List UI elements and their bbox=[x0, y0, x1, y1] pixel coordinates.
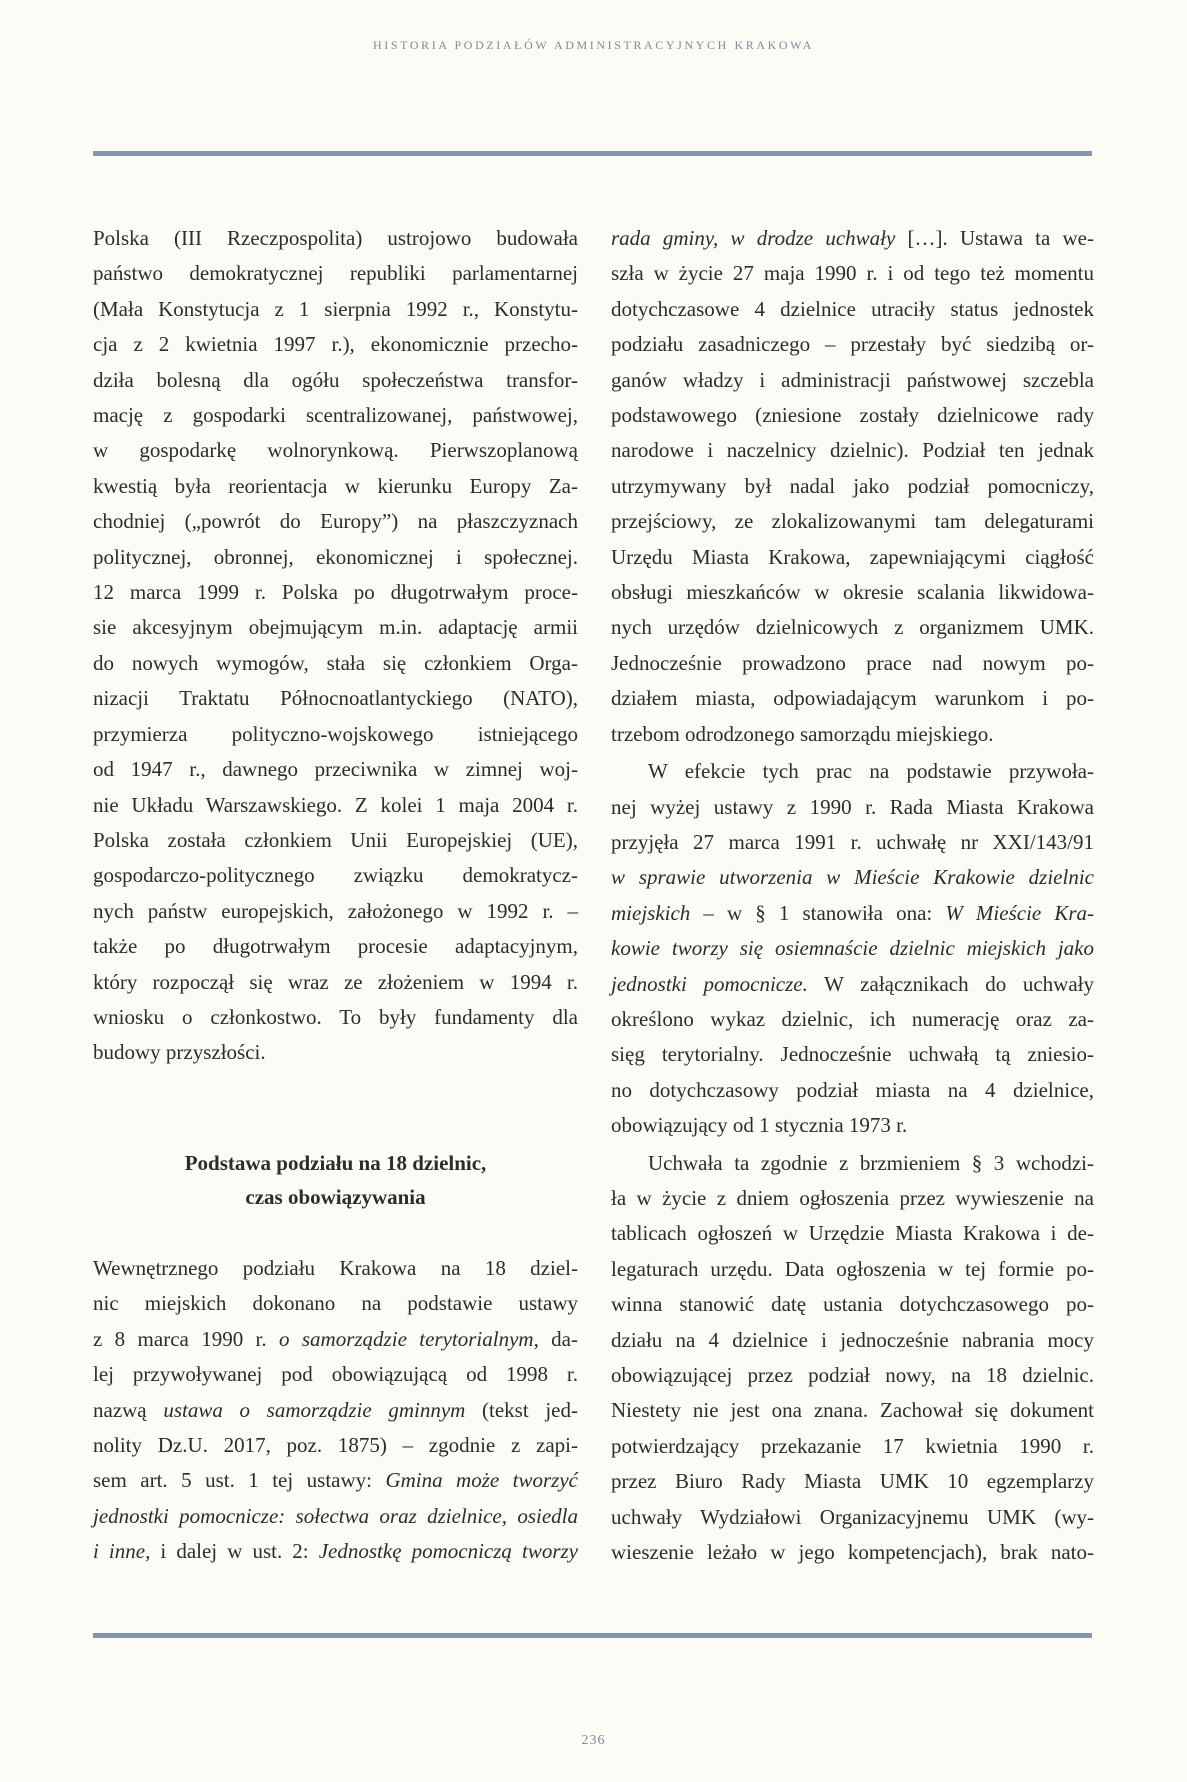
text-line: od 1947 r., dawnego przeciwnika w zimnej woj- bbox=[93, 757, 578, 782]
text-line: narodowe i naczelnicy dzielnic). Podział ten jednak bbox=[611, 438, 1094, 463]
text-line: Jednocześnie prowadzono prace nad nowym po- bbox=[611, 650, 1094, 675]
text-line: określono wykaz dzielnic, ich numerację oraz za- bbox=[611, 1006, 1094, 1031]
text-line: kwestią była reorientacja w kierunku Europy Za- bbox=[93, 473, 578, 498]
text-line: Polska (III Rzeczpospolita) ustrojowo budowała bbox=[93, 226, 578, 250]
text-line: nie Układu Warszawskiego. Z kolei 1 maja 2004 r. bbox=[93, 792, 578, 817]
text-line: nych państw europejskich, założonego w 1992 r. – bbox=[93, 898, 578, 923]
text-line bbox=[611, 896, 1094, 931]
text-span: z 8 marca 1990 r. bbox=[93, 1326, 280, 1351]
italic-text: Gmina może tworzyć bbox=[385, 1468, 578, 1493]
text-line bbox=[93, 1534, 578, 1569]
page-number: 236 bbox=[581, 1733, 606, 1748]
running-head: HISTORIA PODZIAŁÓW ADMINISTRACYJNYCH KRAKOWA bbox=[373, 38, 814, 52]
text-line: przez Biuro Rady Miasta UMK 10 egzemplarzy bbox=[611, 1469, 1094, 1494]
text-line: (Mała Konstytucja z 1 sierpnia 1992 r., Konstytu- bbox=[93, 296, 578, 321]
text-line: wieszenie leżało w jego kompetencjach), brak nato- bbox=[611, 1540, 1094, 1565]
text-line: przyjęła 27 marca 1991 r. uchwałę nr XXI/143/91 bbox=[611, 829, 1094, 854]
text-line bbox=[611, 967, 1094, 1002]
text-span: (tekst jed- bbox=[465, 1397, 578, 1422]
text-line: nych urzędów dzielnicowych z organizmem UMK. bbox=[611, 615, 1094, 640]
text-span: sem art. 5 ust. 1 tej ustawy: bbox=[93, 1468, 386, 1493]
text-line: gospodarczo-politycznego związku demokratycz- bbox=[93, 863, 578, 888]
text-span: nazwą bbox=[93, 1397, 164, 1422]
text-line: Niestety nie jest ona znana. Zachował się dokument bbox=[611, 1398, 1094, 1423]
section-heading-line: Podstawa podziału na 18 dzielnic, bbox=[184, 1151, 487, 1175]
italic-text: miejskich bbox=[611, 900, 691, 925]
text-span: W załącznikach do uchwały bbox=[807, 971, 1094, 996]
text-line: nic miejskich dokonano na podstawie ustawy bbox=[93, 1291, 578, 1316]
text-line: tablicach ogłoszeń w Urzędzie Miasta Krakowa i de- bbox=[611, 1221, 1094, 1246]
text-line: legaturach urzędu. Data ogłoszenia w tej formie po- bbox=[611, 1256, 1094, 1281]
text-line: przymierza polityczno-wojskowego istniejącego bbox=[93, 721, 578, 746]
text-line: państwo demokratycznej republiki parlamentarnej bbox=[93, 261, 578, 286]
italic-text: jednostki pomocnicze. bbox=[611, 971, 808, 996]
text-line: w gospodarkę wolnorynkową. Pierwszoplanową bbox=[93, 438, 578, 463]
text-line bbox=[93, 1322, 578, 1357]
right-paragraph-2 bbox=[611, 754, 1094, 1143]
text-line: no dotychczasowy podział miasta na 4 dzielnice, bbox=[611, 1077, 1094, 1102]
text-line bbox=[611, 860, 1094, 895]
text-line bbox=[611, 931, 1094, 966]
italic-text: i inne, bbox=[93, 1539, 151, 1564]
left-paragraph-2 bbox=[93, 1251, 578, 1570]
text-line: uchwały Wydziałowi Organizacyjnemu UMK (wy- bbox=[611, 1504, 1094, 1529]
text-line: także po długotrwałym procesie adaptacyjnym, bbox=[93, 934, 578, 959]
text-line: Wewnętrznego podziału Krakowa na 18 dziel- bbox=[93, 1256, 578, 1280]
section-heading-line: czas obowiązywania bbox=[245, 1185, 426, 1209]
text-line: działem miasta, odpowiadającym warunkom i po- bbox=[611, 686, 1094, 711]
text-line: ganów władzy i administracji państwowej szczebla bbox=[611, 367, 1094, 392]
top-rule bbox=[93, 151, 1092, 156]
italic-text: jednostki pomocnicze: sołectwa oraz dzielnice, osiedla bbox=[93, 1503, 578, 1528]
text-line: cja z 2 kwietnia 1997 r.), ekonomicznie przecho- bbox=[93, 332, 578, 357]
text-line: podziału zasadniczego – przestały być siedzibą or- bbox=[611, 332, 1094, 357]
bottom-rule bbox=[93, 1633, 1092, 1638]
text-line bbox=[93, 1393, 578, 1428]
text-line: sie akcesyjnym obejmującym m.in. adaptację armii bbox=[93, 615, 578, 640]
text-line: potwierdzający przekazanie 17 kwietnia 1990 r. bbox=[611, 1433, 1094, 1458]
text-line: politycznej, obronnej, ekonomicznej i społecznej. bbox=[93, 544, 578, 569]
text-line: który rozpoczął się wraz ze złożeniem w 1994 r. bbox=[93, 969, 578, 994]
right-paragraph-1 bbox=[611, 221, 1094, 752]
text-span: , da- bbox=[533, 1326, 578, 1351]
text-line: wniosku o członkostwo. To były fundamenty dla bbox=[93, 1004, 578, 1029]
italic-text: w sprawie utworzenia w Mieście Krakowie dzielnic bbox=[611, 865, 1094, 890]
text-line: Uchwała ta zgodnie z brzmieniem § 3 wchodzi- bbox=[648, 1150, 1094, 1175]
text-span: i dalej w ust. 2: bbox=[150, 1539, 319, 1564]
text-line: sięg terytorialny. Jednocześnie uchwałą tą zniesio- bbox=[611, 1042, 1094, 1067]
italic-text: W Mieście Kra- bbox=[945, 900, 1094, 925]
italic-text: ustawa o samorządzie gminnym bbox=[163, 1397, 466, 1422]
italic-text: Jednostkę pomocniczą tworzy bbox=[318, 1539, 578, 1564]
text-line: Urzędu Miasta Krakowa, zapewniającymi ciągłość bbox=[611, 544, 1094, 569]
text-line: winna stanowić datę ustania dotychczasowego po- bbox=[611, 1292, 1094, 1317]
text-line: dotychczasowe 4 dzielnice utraciły status jednostek bbox=[611, 296, 1094, 321]
text-span: – w § 1 stanowiła ona: bbox=[690, 900, 946, 925]
text-line: przejściowy, ze zlokalizowanymi tam delegaturami bbox=[611, 509, 1094, 534]
italic-text: rada gminy, w drodze uchwały bbox=[611, 226, 896, 250]
text-line: W efekcie tych prac na podstawie przywoła- bbox=[648, 759, 1094, 784]
text-line: działu na 4 dzielnice i jednocześnie nabrania mocy bbox=[611, 1327, 1094, 1352]
text-line: ła w życie z dniem ogłoszenia przez wywieszenie na bbox=[611, 1185, 1094, 1210]
italic-text: o samorządzie terytorialnym bbox=[279, 1326, 534, 1351]
text-line bbox=[93, 1463, 578, 1498]
text-line: trzebom odrodzonego samorządu miejskiego. bbox=[611, 721, 994, 746]
text-line: obowiązującej przez podział nowy, na 18 dzielnic. bbox=[611, 1363, 1094, 1387]
text-line: szła w życie 27 maja 1990 r. i od tego też momentu bbox=[611, 261, 1094, 286]
section-heading bbox=[93, 1146, 578, 1214]
italic-text: kowie tworzy się osiemnaście dzielnic miejskich jako bbox=[611, 936, 1094, 961]
text-line: dziła bolesną dla ogółu społeczeństwa transfor- bbox=[93, 367, 578, 392]
text-span: […]. Ustawa ta we- bbox=[895, 226, 1094, 250]
text-line: podstawowego (zniesione zostały dzielnicowe rady bbox=[611, 403, 1094, 428]
right-paragraph-3 bbox=[611, 1146, 1094, 1571]
text-line: obsługi mieszkańców w okresie scalania likwidowa- bbox=[611, 580, 1094, 605]
text-line: lej przywoływanej pod obowiązującą od 1998 r. bbox=[93, 1362, 578, 1387]
text-line: chodniej („powrót do Europy”) na płaszczyznach bbox=[93, 509, 578, 534]
text-line: Polska została członkiem Unii Europejskiej (UE), bbox=[93, 827, 578, 852]
text-line: do nowych wymogów, stała się członkiem Orga- bbox=[93, 650, 578, 675]
left-paragraph-1 bbox=[93, 221, 578, 1071]
text-line: mację z gospodarki scentralizowanej, państwowej, bbox=[93, 403, 578, 428]
text-line: nizacji Traktatu Północnoatlantyckiego (NATO), bbox=[93, 686, 578, 711]
right-column bbox=[611, 221, 1094, 1570]
text-line: budowy przyszłości. bbox=[93, 1040, 266, 1065]
text-line bbox=[93, 1499, 578, 1534]
text-line: 12 marca 1999 r. Polska po długotrwałym proce- bbox=[93, 580, 578, 605]
text-line: obowiązujący od 1 stycznia 1973 r. bbox=[611, 1113, 908, 1138]
text-line bbox=[611, 221, 1094, 256]
text-line: nej wyżej ustawy z 1990 r. Rada Miasta Krakowa bbox=[611, 794, 1094, 819]
text-line: nolity Dz.U. 2017, poz. 1875) – zgodnie z zapi- bbox=[93, 1433, 578, 1458]
text-line: utrzymywany był nadal jako podział pomocniczy, bbox=[611, 473, 1094, 498]
